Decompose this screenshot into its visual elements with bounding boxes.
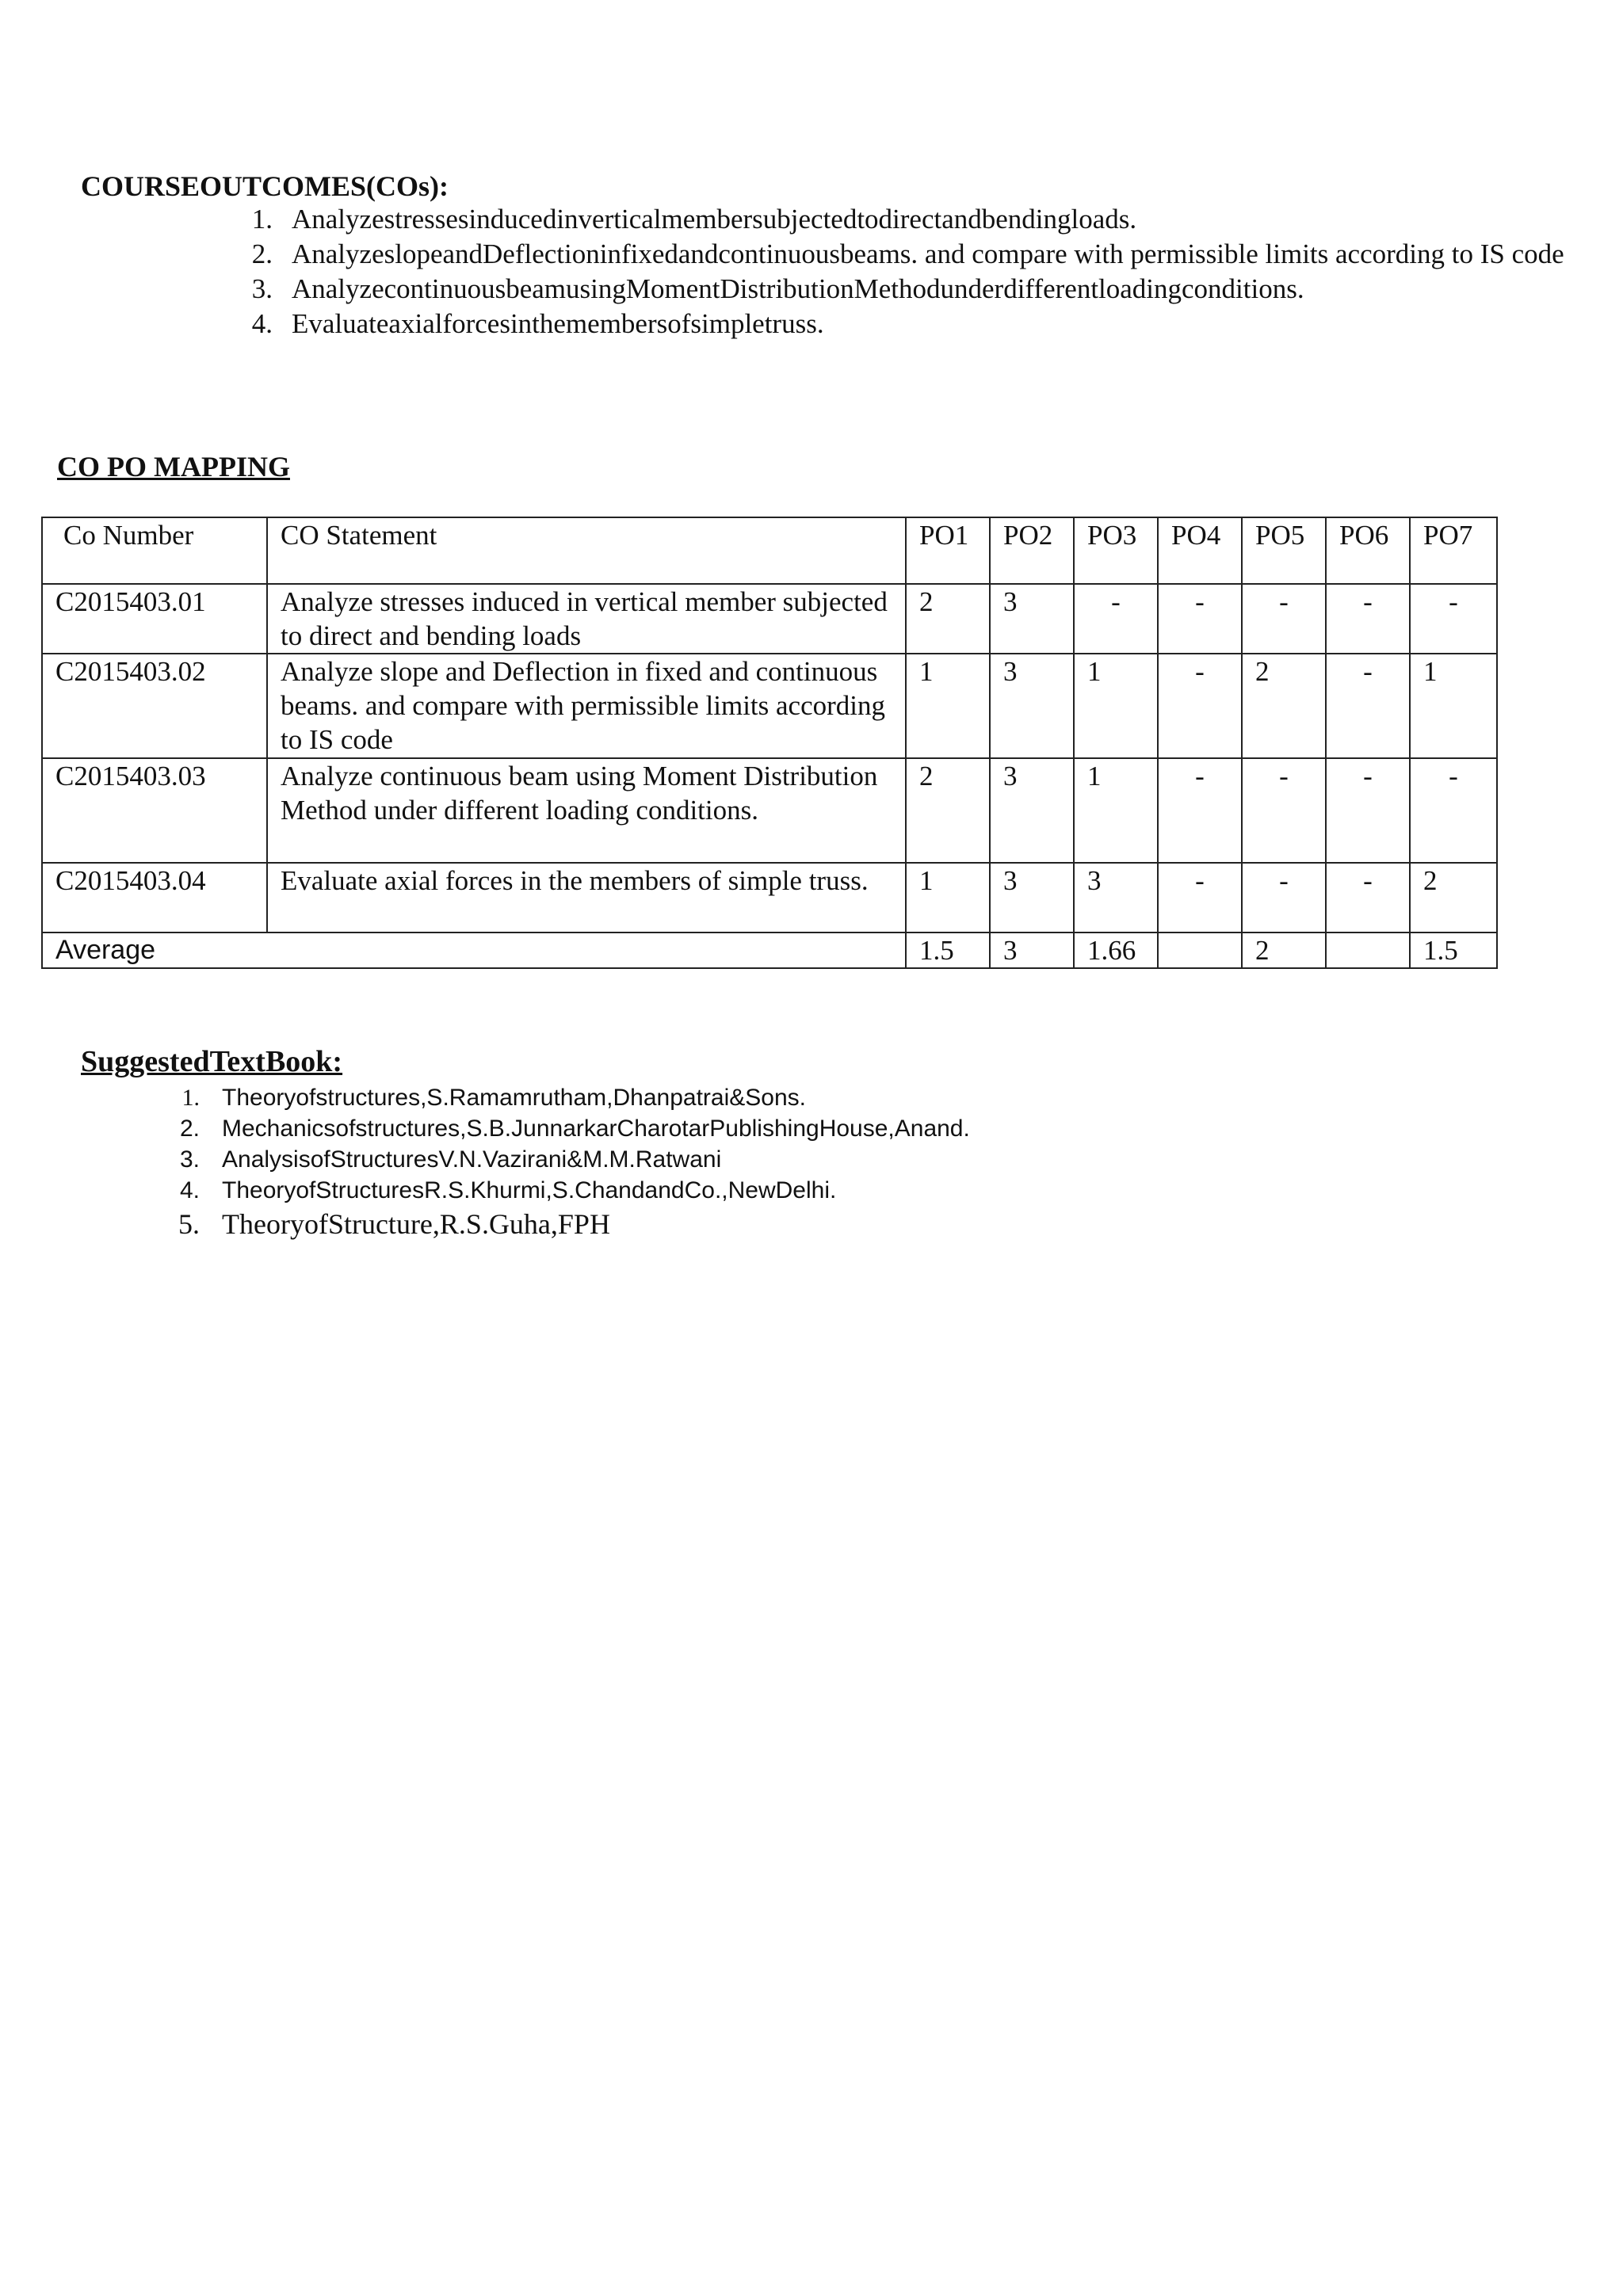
po-cell: - — [1242, 758, 1326, 863]
po-cell: 1 — [1074, 654, 1158, 758]
list-number: 4. — [179, 1177, 200, 1203]
po-cell: 2 — [1242, 654, 1326, 758]
list-item — [158, 1082, 1506, 1113]
po-cell: - — [1158, 758, 1242, 863]
header-po5: PO5 — [1242, 517, 1326, 584]
average-cell: 3 — [990, 933, 1074, 968]
list-number: 1. — [181, 1085, 200, 1111]
po-cell: 3 — [990, 654, 1074, 758]
po-cell: - — [1242, 584, 1326, 654]
co-number-cell: C2015403.01 — [42, 584, 267, 654]
list-text: TheoryofStructure,R.S.Guha,FPH — [222, 1208, 610, 1240]
po-cell: - — [1158, 584, 1242, 654]
course-outcomes-list — [206, 202, 1585, 341]
header-co-statement: CO Statement — [267, 517, 906, 584]
co-po-mapping-table — [41, 517, 1498, 969]
list-item — [158, 1113, 1506, 1144]
po-cell: - — [1326, 863, 1410, 933]
list-number: 1. — [251, 204, 273, 235]
po-cell: 3 — [990, 584, 1074, 654]
header-po7: PO7 — [1410, 517, 1497, 584]
po-cell: 3 — [990, 863, 1074, 933]
textbook-heading: SuggestedTextBook: — [81, 1045, 343, 1078]
co-number-cell: C2015403.02 — [42, 654, 267, 758]
list-number: 2. — [251, 238, 273, 269]
po-cell: 1 — [906, 654, 990, 758]
list-text: AnalyzeslopeandDeflectioninfixedandcontinuousbeams. and compare with permissible limits according to IS code — [292, 238, 1564, 269]
list-item — [206, 237, 1585, 272]
co-number-cell: C2015403.03 — [42, 758, 267, 863]
average-cell: 2 — [1242, 933, 1326, 968]
header-po1: PO1 — [906, 517, 990, 584]
table-row-average — [42, 933, 1497, 968]
list-text: AnalyzecontinuousbeamusingMomentDistributionMethodunderdifferentloadingconditions. — [292, 273, 1304, 304]
po-cell: 1 — [906, 863, 990, 933]
co-statement-cell: Analyze stresses induced in vertical member subjected to direct and bending loads — [267, 584, 906, 654]
average-cell: 1.66 — [1074, 933, 1158, 968]
course-outcomes-heading: COURSEOUTCOMES(COs): — [81, 170, 449, 202]
list-text: Theoryofstructures,S.Ramamrutham,Dhanpatrai&Sons. — [222, 1085, 806, 1111]
po-cell: - — [1410, 758, 1497, 863]
list-item — [206, 272, 1585, 307]
average-cell: 1.5 — [1410, 933, 1497, 968]
list-text: Evaluateaxialforcesinthemembersofsimpletruss. — [292, 308, 824, 339]
co-statement-cell: Analyze slope and Deflection in fixed and continuous beams. and compare with permissible limits according to IS code — [267, 654, 906, 758]
list-text: AnalysisofStructuresV.N.Vazirani&M.M.Ratwani — [222, 1146, 722, 1173]
header-po2: PO2 — [990, 517, 1074, 584]
header-po4: PO4 — [1158, 517, 1242, 584]
average-cell — [1326, 933, 1410, 968]
list-number: 2. — [179, 1116, 200, 1142]
average-cell — [1158, 933, 1242, 968]
list-text: TheoryofStructuresR.S.Khurmi,S.ChandandCo.,NewDelhi. — [222, 1177, 837, 1203]
list-number: 3. — [179, 1146, 200, 1173]
list-number: 4. — [251, 308, 273, 339]
po-cell: 1 — [1410, 654, 1497, 758]
po-cell: - — [1158, 654, 1242, 758]
textbook-list — [158, 1082, 1506, 1242]
po-cell: 2 — [906, 758, 990, 863]
average-label: Average — [42, 933, 906, 968]
po-cell: - — [1242, 863, 1326, 933]
po-cell: 3 — [990, 758, 1074, 863]
po-cell: 2 — [1410, 863, 1497, 933]
po-cell: - — [1326, 758, 1410, 863]
po-cell: 2 — [906, 584, 990, 654]
average-cell: 1.5 — [906, 933, 990, 968]
list-text: Analyzestressesinducedinverticalmembersubjectedtodirectandbendingloads. — [292, 204, 1137, 235]
table-row — [42, 758, 1497, 863]
header-co-number: Co Number — [42, 517, 267, 584]
list-item — [158, 1144, 1506, 1175]
list-item — [158, 1175, 1506, 1206]
list-number: 5. — [178, 1208, 200, 1240]
table-row — [42, 654, 1497, 758]
list-number: 3. — [251, 273, 273, 304]
header-po3: PO3 — [1074, 517, 1158, 584]
po-cell: - — [1158, 863, 1242, 933]
list-text: Mechanicsofstructures,S.B.JunnarkarCharotarPublishingHouse,Anand. — [222, 1116, 970, 1142]
co-po-mapping-heading: CO PO MAPPING — [57, 451, 290, 482]
po-cell: - — [1326, 654, 1410, 758]
header-po6: PO6 — [1326, 517, 1410, 584]
po-cell: - — [1410, 584, 1497, 654]
table-header-row — [42, 517, 1497, 584]
po-cell: - — [1326, 584, 1410, 654]
po-cell: 3 — [1074, 863, 1158, 933]
table-row — [42, 863, 1497, 933]
co-statement-cell: Evaluate axial forces in the members of simple truss. — [267, 863, 906, 933]
co-number-cell: C2015403.04 — [42, 863, 267, 933]
po-cell: 1 — [1074, 758, 1158, 863]
list-item — [158, 1206, 1506, 1242]
table-row — [42, 584, 1497, 654]
list-item — [206, 202, 1585, 237]
co-statement-cell: Analyze continuous beam using Moment Distribution Method under different loading conditions. — [267, 758, 906, 863]
po-cell: - — [1074, 584, 1158, 654]
list-item — [206, 307, 1585, 341]
